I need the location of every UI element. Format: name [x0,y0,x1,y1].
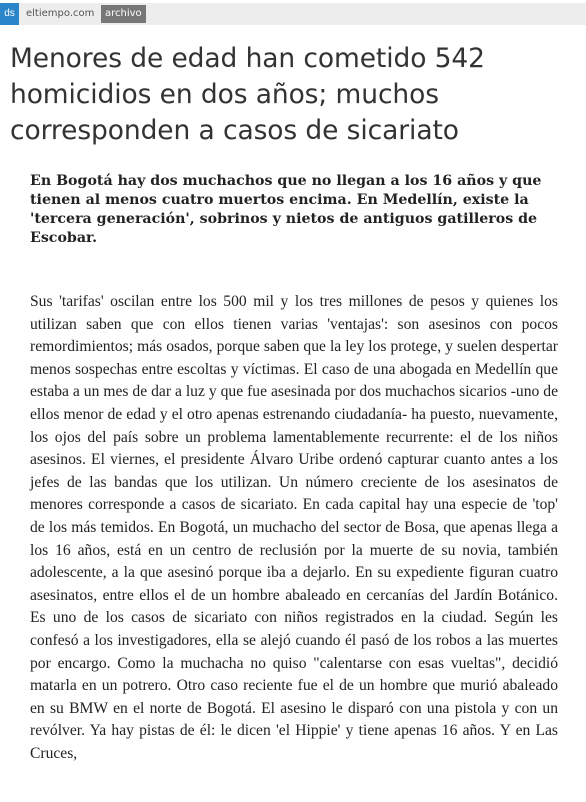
top-bar [0,3,586,25]
archive-tag[interactable]: archivo [101,5,146,23]
article-headline: Menores de edad han cometido 542 homicidios en dos años; muchos corresponden a casos de sicariato [10,43,485,146]
article-lede: En Bogotá hay dos muchachos que no llegan a los 16 años y que tienen al menos cuatro muertos encima. En Medellín, existe la 'tercera generación', sobrinos y nietos de antiguos gatilleros de Escobar. [30,173,542,246]
site-link[interactable]: eltiempo.com [26,8,95,19]
site-logo[interactable]: ds [0,3,19,25]
article-body: Sus 'tarifas' oscilan entre los 500 mil y los tres millones de pesos y quienes los utilizan saben que con ellos tienen varias 'ventajas': son asesinos con pocos remordimientos; más osados, porque saben que la ley los protege, y suelen despertar menos sospechas entre escoltas y víctimas. El caso de una abogada en Medellín que estaba a un mes de dar a luz y que fue asesinada por dos muchachos sicarios -uno de ellos menor de edad y el otro apenas estrenando ciudadanía- ha puesto, nuevamente, los ojos del país sobre un problema lamentablemente recurrente: el de los niños asesinos. El viernes, el presidente Álvaro Uribe ordenó capturar cuanto antes a los jefes de las bandas que los utilizan. Un número creciente de los asesinatos de menores corresponde a casos de sicariato. En cada capital hay una especie de 'top' de los más temidos. En Bogotá, un muchacho del sector de Bosa, que apenas llega a los 16 años, está en un centro de reclusión por la muerte de su novia, también adolescente, a la que asesinó porque iba a dejarlo. En su expediente figuran cuatro asesinatos, entre ellos el de un hombre abaleado en cercanías del Jardín Botánico. Es uno de los casos de sicariato con niños registrados en la ciudad. Según les confesó a los investigadores, ella se alejó cuando él pasó de los robos a las muertes por encargo. Como la muchacha no quiso "calentarse con esas vueltas", decidió matarla en un potrero. Otro caso reciente fue el de un hombre que murió abaleado en su BMW en el norte de Bogotá. El asesino le disparó con una pistola y con un revólver. Ya hay pistas de él: le dicen 'el Hippie' y tiene apenas 16 años. Y en Las Cruces, [30,293,558,762]
